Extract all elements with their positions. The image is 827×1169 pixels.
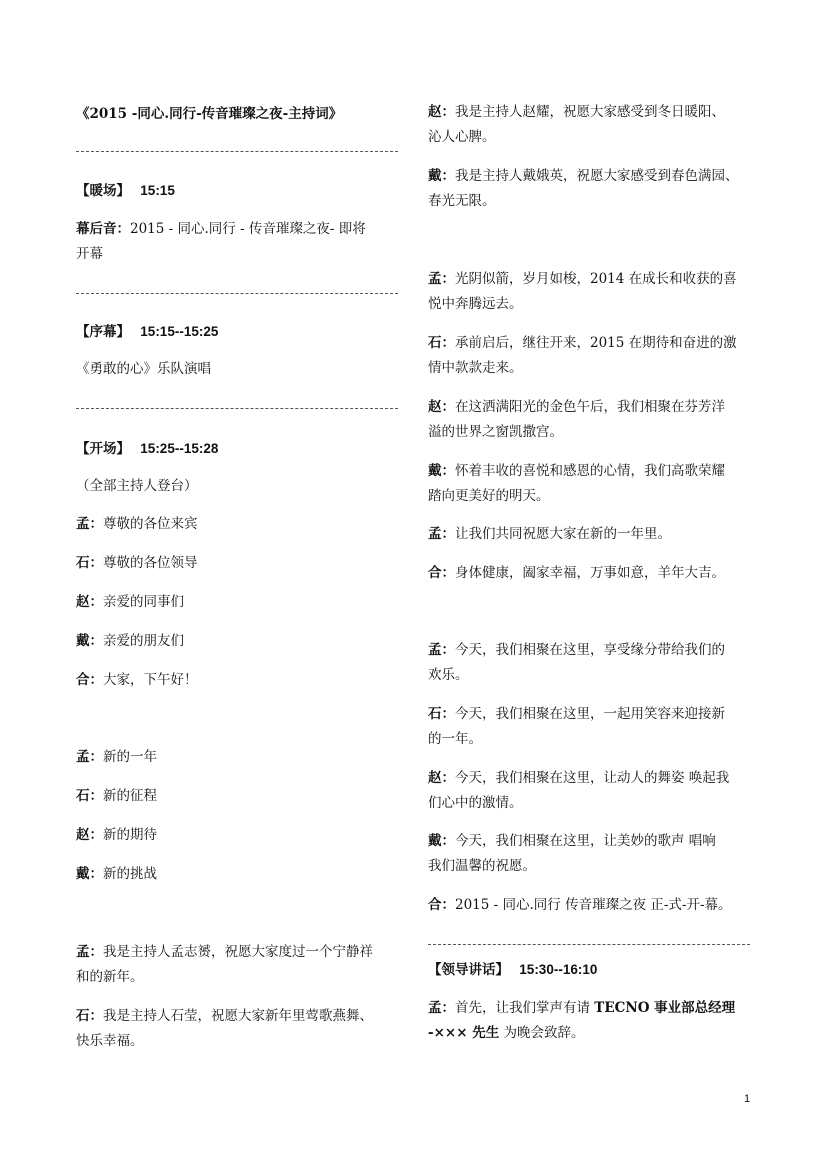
- speaker-label: 幕后音：: [76, 221, 130, 237]
- dialogue-line: [76, 590, 184, 615]
- dialogue-cont: 快乐幸福。: [76, 1033, 144, 1049]
- bgm-line: [76, 217, 366, 242]
- dialogue-text: 为晚会致辞。: [499, 1025, 585, 1041]
- speaker-label: 孟：: [428, 1000, 455, 1016]
- section-speech: [428, 957, 597, 983]
- speaker-label: 赵：: [428, 770, 455, 786]
- dialogue-cont: 和的新年。: [76, 969, 144, 985]
- speaker-label: 石：: [428, 335, 455, 351]
- speaker-label: 赵：: [428, 399, 455, 415]
- dialogue-text: 承前启后，继往开来，2015 在期待和奋进的激: [455, 335, 737, 351]
- section-label: 【序幕】: [76, 324, 130, 340]
- dialogue-cont: 们心中的激情。: [428, 795, 523, 811]
- dialogue-line: [76, 940, 373, 965]
- section-opening: [76, 436, 218, 462]
- section-time: 15:15--15:25: [140, 324, 219, 339]
- dialogue-text-bold: -××× 先生: [428, 1025, 500, 1041]
- dialogue-cont: 我们温馨的祝愿。: [428, 858, 536, 874]
- dialogue-text: 让我们共同祝愿大家在新的一年里。: [455, 526, 671, 542]
- dialogue-text: 我是主持人赵耀，祝愿大家感受到冬日暖阳、: [455, 104, 725, 120]
- speaker-label: 孟：: [76, 749, 103, 765]
- dashed-divider: [76, 293, 398, 294]
- dialogue-line: [76, 629, 184, 654]
- dialogue-text-bold: TECNO 事业部总经理: [594, 1000, 736, 1016]
- dialogue-text: 新的期待: [103, 827, 157, 843]
- dialogue-line: [428, 331, 737, 356]
- dialogue-cont: 春光无限。: [428, 193, 496, 209]
- dialogue-text: 光阴似箭，岁月如梭，2014 在成长和收获的喜: [455, 271, 737, 287]
- page-title: 《2015 -同心.同行-传音璀璨之夜-主持词》: [76, 106, 343, 122]
- dialogue-line: [76, 668, 198, 693]
- dialogue-text: 亲爱的朋友们: [103, 633, 184, 649]
- dialogue-text: 我是主持人孟志赟，祝愿大家度过一个宁静祥: [103, 944, 373, 960]
- dashed-divider: [76, 408, 398, 409]
- dialogue-line: [428, 702, 725, 727]
- dialogue-text: 首先，让我们掌声有请: [455, 1000, 595, 1016]
- section-label: 【暖场】: [76, 183, 130, 199]
- dialogue-cont: 沁人心脾。: [428, 129, 496, 145]
- dialogue-line: [428, 267, 737, 292]
- dialogue-line: [428, 893, 732, 918]
- dialogue-cont: 悦中奔腾远去。: [428, 296, 523, 312]
- dialogue-line: [76, 823, 157, 848]
- dialogue-line: [428, 561, 725, 586]
- dialogue-text: 今天，我们相聚在这里，让动人的舞姿 唤起我: [455, 770, 730, 786]
- dialogue-cont: 情中款款走来。: [428, 360, 523, 376]
- section-time: 15:15: [140, 183, 175, 198]
- section-time: 15:30--16:10: [519, 962, 598, 977]
- dialogue-text: 怀着丰收的喜悦和感恩的心情，我们高歌荣耀: [455, 463, 725, 479]
- speaker-label: 孟：: [76, 516, 103, 532]
- section-warmup: [76, 178, 175, 204]
- dialogue-text: 我是主持人戴娥英，祝愿大家感受到春色满园、: [455, 168, 739, 184]
- dialogue-text: 今天，我们相聚在这里，让美妙的歌声 唱响: [455, 833, 716, 849]
- speaker-label: 孟：: [428, 642, 455, 658]
- dialogue-line: [428, 638, 725, 663]
- dialogue-text: 亲爱的同事们: [103, 594, 184, 610]
- dialogue-text: 2015 - 同心.同行 传音璀璨之夜 正-式-开-幕。: [455, 897, 732, 913]
- dialogue-text: 大家，下午好！: [103, 672, 198, 688]
- dialogue-line: [428, 459, 725, 484]
- prologue-text: 《勇敢的心》乐队演唱: [76, 361, 211, 377]
- dialogue-text: 身体健康，阖家幸福，万事如意，羊年大吉。: [455, 565, 725, 581]
- speaker-label: 戴：: [428, 463, 455, 479]
- dialogue-line: [76, 745, 157, 770]
- speaker-label: 石：: [76, 555, 103, 571]
- speaker-label: 石：: [76, 1008, 103, 1024]
- dialogue-line: [428, 522, 671, 547]
- dialogue-text: 在这洒满阳光的金色午后，我们相聚在芬芳洋: [455, 399, 725, 415]
- dialogue-line: [428, 766, 729, 791]
- bgm-line-2: 开幕: [76, 246, 103, 262]
- dialogue-line: [76, 551, 198, 576]
- speaker-label: 戴：: [76, 633, 103, 649]
- speaker-label: 合：: [428, 897, 455, 913]
- section-prologue: [76, 319, 218, 345]
- speaker-label: 戴：: [428, 168, 455, 184]
- dialogue-line: [428, 996, 735, 1021]
- dialogue-text: 新的挑战: [103, 866, 157, 882]
- section-label: 【开场】: [76, 441, 130, 457]
- dialogue-text: 我是主持人石莹，祝愿大家新年里莺歌燕舞、: [103, 1008, 373, 1024]
- dialogue-line: [428, 395, 725, 420]
- dialogue-cont: 踏向更美好的明天。: [428, 488, 550, 504]
- bgm-text: 2015 - 同心.同行 - 传音璀璨之夜- 即将: [130, 221, 366, 237]
- speaker-label: 石：: [76, 788, 103, 804]
- dialogue-line: [76, 512, 198, 537]
- section-time: 15:25--15:28: [140, 441, 219, 456]
- speaker-label: 石：: [428, 706, 455, 722]
- speaker-label: 合：: [76, 672, 103, 688]
- speaker-label: 赵：: [76, 827, 103, 843]
- speaker-label: 戴：: [76, 866, 103, 882]
- dialogue-cont: 的一年。: [428, 731, 482, 747]
- dialogue-cont: 溢的世界之窗凯撒宫。: [428, 424, 563, 440]
- speaker-label: 戴：: [428, 833, 455, 849]
- dialogue-line: [428, 829, 716, 854]
- dashed-divider: [76, 151, 398, 152]
- dialogue-text: 新的一年: [103, 749, 157, 765]
- dashed-divider: [428, 944, 750, 945]
- speaker-label: 孟：: [428, 271, 455, 287]
- dialogue-line: [428, 164, 739, 189]
- dialogue-line: [76, 862, 157, 887]
- dialogue-text: 尊敬的各位来宾: [103, 516, 198, 532]
- dialogue-cont: [428, 1021, 585, 1046]
- speaker-label: 赵：: [76, 594, 103, 610]
- dialogue-cont: 欢乐。: [428, 667, 469, 683]
- dialogue-text: 今天，我们相聚在这里，一起用笑容来迎接新: [455, 706, 725, 722]
- dialogue-line: [76, 1004, 373, 1029]
- section-label: 【领导讲话】: [428, 962, 509, 978]
- dialogue-text: 尊敬的各位领导: [103, 555, 198, 571]
- speaker-label: 赵：: [428, 104, 455, 120]
- dialogue-line: [428, 100, 725, 125]
- speaker-label: 孟：: [76, 944, 103, 960]
- speaker-label: 孟：: [428, 526, 455, 542]
- page-number: 1: [744, 1093, 751, 1105]
- dialogue-text: 新的征程: [103, 788, 157, 804]
- speaker-label: 合：: [428, 565, 455, 581]
- dialogue-text: 今天，我们相聚在这里，享受缘分带给我们的: [455, 642, 725, 658]
- dialogue-line: [76, 784, 157, 809]
- all-hosts-note: （全部主持人登台）: [76, 478, 198, 494]
